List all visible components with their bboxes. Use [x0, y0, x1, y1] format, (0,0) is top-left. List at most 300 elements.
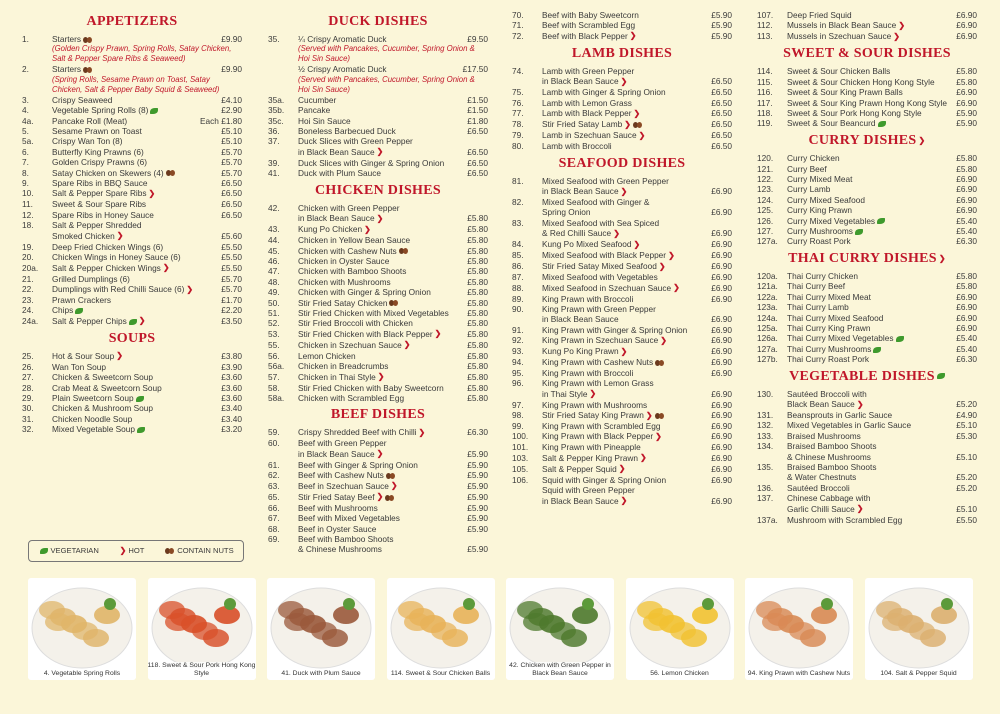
item-name: Pancake: [298, 105, 331, 116]
chili-icon: ❯: [898, 21, 906, 31]
item-price: £5.90: [467, 448, 488, 459]
item-name: Stir Fried Chicken with Black Pepper: [298, 328, 433, 339]
menu-item: [512, 325, 732, 335]
menu-item: [22, 362, 242, 372]
item-name: Beansprouts in Garlic Sauce: [787, 410, 893, 421]
item-name: King Prawn in Szechuan Sauce: [542, 335, 659, 346]
item-note: (Served with Pancakes, Cucumber, Spring Onion & Hoi Sin Sauce): [298, 44, 475, 64]
item-number: 123a.: [757, 302, 778, 313]
item-price: £3.60: [221, 393, 242, 404]
chili-icon: ❯: [620, 76, 628, 86]
nut-icon: [83, 37, 93, 43]
chili-icon: ❯: [613, 228, 620, 238]
item-price: £6.90: [711, 388, 732, 399]
item-name-continued: & Chinese Mushrooms: [787, 451, 871, 462]
menu-item: [268, 64, 488, 74]
item-name: Thai Curry Mixed Vegetables: [787, 333, 894, 344]
item-number: 107.: [757, 10, 774, 20]
item-price: £5.80: [467, 393, 488, 404]
menu-item: [268, 503, 488, 513]
chili-icon: ❯: [668, 250, 675, 260]
menu-item: [268, 116, 488, 126]
food-shape: [203, 629, 229, 647]
item-price: £5.70: [221, 273, 242, 284]
nut-icon: [633, 122, 643, 128]
item-price: £5.70: [221, 167, 242, 178]
menu-item: [22, 136, 242, 146]
item-price: £6.50: [221, 178, 242, 189]
food-shape: [920, 629, 946, 647]
photo-caption: 41. Duck with Plum Sauce: [267, 670, 375, 678]
item-number: 3.: [22, 94, 29, 105]
menu-item: [22, 316, 242, 327]
item-number: 6.: [22, 146, 29, 157]
item-price: £6.50: [711, 87, 732, 98]
menu-item: [512, 130, 732, 141]
item-name: Sesame Prawn on Toast: [52, 126, 142, 137]
item-note: (Golden Crispy Prawn, Spring Rolls, Satay Chicken, Salt & Pepper Spare Ribs & Seaweed): [52, 44, 232, 64]
item-name: Thai Curry Mixed Meat: [787, 291, 871, 302]
item-price: £5.90: [467, 491, 488, 502]
item-number: 91.: [512, 324, 524, 335]
item-number: 24a.: [22, 315, 39, 326]
menu-item: [757, 118, 977, 128]
item-name: Squid with Green Pepper: [542, 485, 635, 496]
item-price: £5.80: [467, 307, 488, 318]
item-name: Spare Ribs in BBQ Sauce: [52, 178, 148, 189]
photo-caption: 94. King Prawn with Cashew Nuts: [745, 670, 853, 678]
menu-item: [268, 318, 488, 328]
menu-item: [757, 77, 977, 87]
menu-item: [268, 266, 488, 276]
item-number: 21.: [22, 273, 34, 284]
menu-item: [268, 460, 488, 470]
menu-item: [512, 10, 732, 20]
item-number: 77.: [512, 108, 524, 119]
chili-icon: ❯: [589, 389, 597, 399]
food-shape: [83, 629, 109, 647]
item-price: £6.90: [956, 323, 977, 333]
item-price: £5.80: [467, 361, 488, 372]
item-name: Duck Slices with Ginger & Spring Onion: [298, 157, 445, 168]
item-number: 32.: [22, 424, 34, 435]
item-number: 50.: [268, 297, 280, 308]
leaf-icon: [877, 218, 885, 224]
photo-caption: 42. Chicken with Green Pepper in Black Bean Sauce: [506, 662, 614, 678]
menu-item-continued: [757, 504, 977, 515]
item-number: 48.: [268, 276, 280, 287]
menu-item-continued: [512, 496, 732, 507]
item-number: 70.: [512, 10, 524, 20]
chili-icon: ❯: [116, 231, 124, 241]
item-name: King Prawn with Black Pepper: [542, 431, 654, 442]
item-number: 35.: [268, 34, 280, 44]
menu-item: [268, 329, 488, 340]
item-name: Sweet & Sour Chicken Hong Kong Style: [787, 76, 935, 87]
item-price: £5.90: [467, 480, 488, 491]
food-shape: [523, 613, 549, 631]
menu-item: [512, 98, 732, 108]
item-number: 2.: [22, 64, 29, 75]
item-name: Thai Curry Roast Pork: [787, 354, 870, 365]
item-price: £6.90: [711, 250, 732, 261]
menu-item: [757, 462, 977, 472]
item-number: 18.: [22, 220, 34, 231]
chili-icon: ❯: [377, 372, 385, 382]
item-price: £6.50: [221, 209, 242, 220]
leaf-icon: [873, 347, 881, 353]
item-number: 43.: [268, 224, 280, 235]
menu-item: [757, 195, 977, 205]
section-heading: CURRY DISHES ❯: [808, 133, 926, 149]
chili-icon: ❯: [376, 147, 384, 157]
menu-item: [22, 383, 242, 393]
item-number: 69.: [268, 533, 280, 544]
item-name: Chicken in Oyster Sauce: [298, 255, 390, 266]
chili-icon: ❯: [893, 32, 900, 42]
item-price: £6.90: [711, 207, 732, 218]
item-name: Mixed Seafood with Sea Spiced: [542, 217, 660, 228]
menu-item: [22, 147, 242, 157]
item-name: ¼ Crispy Aromatic Duck: [298, 34, 387, 44]
menu-item: [512, 464, 732, 475]
menu-item: [512, 261, 732, 272]
item-price: £9.50: [467, 34, 488, 44]
leaf-icon: [855, 229, 863, 235]
item-price: £6.50: [711, 141, 732, 152]
menu-item-continued: [22, 231, 242, 242]
chili-icon: ❯: [364, 224, 371, 234]
item-number: 94.: [512, 357, 524, 368]
item-price: £6.50: [711, 76, 732, 87]
item-price: £5.90: [956, 118, 977, 129]
menu-item: [512, 87, 732, 97]
item-name: Beef with Cashew Nuts: [298, 470, 384, 481]
item-number: 124a.: [757, 312, 778, 323]
dish-photo: [626, 578, 734, 680]
chili-icon: ❯: [645, 410, 653, 420]
menu-item: [22, 284, 242, 295]
menu-item: [22, 105, 242, 115]
item-price: £6.30: [956, 354, 977, 365]
item-number: 5a.: [22, 136, 34, 147]
item-number: 122.: [757, 173, 774, 184]
item-name: Beef with Scrambled Egg: [542, 20, 636, 31]
menu-item: [757, 302, 977, 312]
item-number: 118.: [757, 108, 773, 119]
item-name: Sweet & Sour King Prawn Balls: [787, 87, 903, 98]
item-number: 26.: [22, 361, 34, 372]
item-price: £5.10: [956, 420, 977, 431]
item-number: 126a.: [757, 333, 778, 344]
item-name: Mixed Seafood in Szechuan Sauce: [542, 282, 672, 293]
item-price: £5.80: [467, 255, 488, 266]
item-name: Curry Chicken: [787, 153, 840, 164]
item-price: £6.90: [711, 293, 732, 304]
item-number: 127a.: [757, 343, 778, 354]
item-price: £5.80: [467, 297, 488, 308]
item-number: 80.: [512, 141, 524, 152]
item-number: 125.: [757, 205, 774, 216]
item-name: Crispy Shredded Beef with Chilli: [298, 427, 417, 438]
food-shape: [681, 629, 707, 647]
item-name: King Prawn with Cashew Nuts: [542, 357, 654, 368]
menu-item: [268, 393, 488, 403]
item-price: £6.90: [956, 302, 977, 313]
leaf-icon: [150, 108, 158, 114]
item-number: 58a.: [268, 393, 285, 404]
item-name: Salt & Pepper Shredded: [52, 220, 142, 231]
item-name: Chicken with Ginger & Spring Onion: [298, 287, 431, 298]
item-name: Plain Sweetcorn Soup: [52, 393, 134, 404]
item-number: 113.: [757, 31, 773, 42]
item-number: 105.: [512, 463, 529, 474]
item-number: 49.: [268, 287, 280, 298]
item-name: Sweet & Sour Beancurd: [787, 118, 876, 129]
menu-item: [268, 492, 488, 503]
item-number: 65.: [268, 491, 280, 502]
nut-icon: [389, 300, 399, 306]
dish-illustration: [387, 578, 495, 680]
menu-item: [512, 421, 732, 431]
menu-item: [757, 108, 977, 118]
item-number: 75.: [512, 87, 524, 98]
item-note: (Spring Rolls, Sesame Prawn on Toast, Satay Chicken, Salt & Pepper Baby Squid & Seaweed): [52, 74, 220, 94]
item-name: Chinese Cabbage with: [787, 493, 871, 504]
nut-icon: [399, 248, 409, 254]
item-name: Crispy Wan Ton (8): [52, 136, 123, 147]
item-number: 125a.: [757, 323, 778, 333]
item-name: Prawn Crackers: [52, 294, 112, 305]
chili-icon: ❯: [620, 186, 628, 196]
item-price: £5.90: [711, 20, 732, 31]
chili-icon: ❯: [434, 329, 442, 339]
nut-icon: [385, 495, 395, 501]
item-price: £6.90: [956, 87, 977, 98]
item-name-continued: Garlic Chilli Sauce: [787, 503, 855, 514]
item-number: 72.: [512, 30, 524, 41]
leaf-icon: [136, 396, 144, 402]
chili-icon: ❯: [673, 283, 680, 293]
item-number: 86.: [512, 261, 524, 272]
item-number: 19.: [22, 241, 34, 252]
item-number: 55.: [268, 339, 280, 350]
section-heading: LAMB DISHES: [571, 45, 673, 61]
item-name: Thai Curry Mixed Seafood: [787, 312, 884, 323]
chili-icon: ❯: [638, 130, 646, 140]
menu-item: [757, 271, 977, 281]
menu-item: [22, 372, 242, 382]
item-name: King Prawn with Ginger & Spring Onion: [542, 324, 688, 335]
section-heading: VEGETABLE DISHES: [757, 369, 977, 385]
menu-item: [268, 224, 488, 235]
item-number: 98.: [512, 409, 524, 420]
item-price: £5.50: [956, 514, 977, 525]
item-name: Spare Ribs in Honey Sauce: [52, 209, 154, 220]
item-price: £6.90: [711, 239, 732, 250]
item-price: £6.90: [711, 420, 732, 431]
menu-item-continued: [268, 213, 488, 224]
item-number: 5.: [22, 126, 29, 137]
item-number: 60.: [268, 438, 280, 449]
item-price: £6.90: [711, 282, 732, 293]
chili-icon: ❯: [403, 340, 411, 350]
item-name: Cucumber: [298, 94, 337, 105]
item-number: 137a.: [757, 514, 778, 525]
menu-item: [268, 246, 488, 256]
item-number: 52.: [268, 318, 280, 329]
menu-item: [757, 410, 977, 420]
menu-item: [22, 210, 242, 220]
item-price: £5.20: [956, 472, 977, 483]
item-price: £5.90: [467, 502, 488, 513]
item-price: £6.90: [711, 399, 732, 410]
item-price: £5.80: [467, 350, 488, 361]
item-price: £5.60: [221, 230, 242, 241]
item-number: 66.: [268, 502, 280, 513]
item-name: Salt & Pepper Spare Ribs: [52, 188, 147, 199]
chili-icon: ❯: [629, 31, 637, 41]
item-price: £5.90: [467, 470, 488, 481]
leaf-icon: [896, 336, 904, 342]
item-number: 127a.: [757, 236, 778, 247]
item-number: 100.: [512, 431, 529, 442]
item-number: 126.: [757, 215, 774, 226]
item-price: £5.80: [467, 382, 488, 393]
menu-item: [757, 483, 977, 493]
item-name: Satay Chicken on Skewers (4): [52, 167, 164, 178]
menu-item: [512, 410, 732, 421]
item-price: £6.90: [711, 357, 732, 368]
item-number: 37.: [268, 136, 280, 147]
item-price: £5.10: [221, 136, 242, 147]
item-number: 61.: [268, 459, 280, 470]
item-price: £6.90: [711, 272, 732, 283]
item-name: Beef with Ginger & Spring Onion: [298, 459, 418, 470]
item-name: King Prawn with Green Pepper: [542, 304, 656, 315]
item-price: £5.90: [711, 30, 732, 41]
chili-icon: ❯: [162, 263, 170, 273]
item-name: Grilled Dumplings (6): [52, 273, 130, 284]
item-name: Chicken & Mushroom Soup: [52, 403, 153, 414]
item-name: Chicken with Scrambled Egg: [298, 393, 405, 404]
item-number: 81.: [512, 175, 524, 186]
item-price: £6.50: [711, 130, 732, 141]
item-name-continued: & Red Chilli Sauce: [542, 228, 612, 239]
item-price: £5.80: [467, 213, 488, 224]
item-price: £5.70: [221, 283, 242, 294]
item-name: Dumplings with Red Chilli Sauce (6): [52, 283, 185, 294]
item-price: £5.80: [467, 328, 488, 339]
menu-item: [268, 203, 488, 213]
menu-item: [512, 294, 732, 304]
legend-vegetarian: VEGETARIAN: [38, 541, 99, 561]
garnish-shape: [343, 598, 355, 610]
item-name: Crab Meat & Sweetcorn Soup: [52, 382, 162, 393]
item-number: 127.: [757, 225, 774, 236]
nut-icon: [166, 170, 176, 176]
food-shape: [165, 613, 191, 631]
menu-item: [268, 256, 488, 266]
item-name: Mixed Seafood with Vegetables: [542, 272, 658, 283]
menu-item: [22, 188, 242, 199]
food-shape: [284, 613, 310, 631]
menu-item: [512, 272, 732, 282]
item-name: Chicken & Sweetcorn Soup: [52, 372, 154, 383]
item-name: ½ Crispy Aromatic Duck: [298, 64, 387, 75]
garnish-shape: [582, 598, 594, 610]
menu-item: [268, 427, 488, 438]
menu-item: [268, 308, 488, 318]
item-price: £5.90: [711, 10, 732, 20]
item-name-continued: in Black Bean Sauce: [298, 146, 375, 157]
item-number: 123.: [757, 184, 774, 195]
item-number: 44.: [268, 235, 280, 246]
item-price: £6.90: [711, 474, 732, 485]
item-number: 121a.: [757, 281, 778, 292]
menu-item: [268, 287, 488, 297]
menu-item: [22, 393, 242, 403]
item-price: £6.50: [711, 97, 732, 108]
item-price: £5.80: [467, 224, 488, 235]
item-number: 27.: [22, 372, 34, 383]
item-price: £5.10: [956, 503, 977, 514]
item-number: 90.: [512, 304, 524, 315]
leaf-icon: [75, 308, 83, 314]
item-number: 87.: [512, 272, 524, 283]
item-name: Mixed Vegetables in Garlic Sauce: [787, 420, 912, 431]
item-number: 121.: [757, 163, 774, 174]
item-name: Stir Fried Satay Chicken: [298, 297, 388, 308]
item-name: Crispy Seaweed: [52, 94, 113, 105]
menu-item: [757, 389, 977, 399]
item-price: £6.30: [956, 236, 977, 247]
item-name: Sweet & Sour King Prawn Hong Kong Style: [787, 97, 948, 108]
chili-icon: ❯: [418, 428, 426, 438]
item-number: 57.: [268, 371, 280, 382]
food-shape: [882, 613, 908, 631]
item-number: 132.: [757, 420, 774, 431]
menu-item: [22, 351, 242, 362]
chili-icon: ❯: [856, 504, 864, 514]
item-price: £5.80: [467, 287, 488, 298]
item-price: £6.50: [711, 119, 732, 130]
menu-item: [268, 361, 488, 371]
item-name: Deep Fried Squid: [787, 10, 852, 20]
menu-item: [757, 431, 977, 441]
item-price: £5.40: [956, 215, 977, 226]
menu-item: [268, 340, 488, 351]
item-name: Curry Mixed Vegetables: [787, 215, 876, 226]
item-number: 58.: [268, 382, 280, 393]
dish-photo: [28, 578, 136, 680]
item-number: 133.: [757, 430, 774, 441]
item-price: £5.80: [467, 276, 488, 287]
item-number: 122a.: [757, 291, 778, 302]
menu-item: [22, 220, 242, 230]
item-name: Stir Fried Broccoli with Chicken: [298, 318, 413, 329]
item-name: Lamb with Broccoli: [542, 141, 612, 152]
dish-photo: [506, 578, 614, 680]
garnish-shape: [941, 598, 953, 610]
item-price: £4.10: [221, 94, 242, 105]
menu-column-3: [512, 10, 732, 507]
item-name: King Prawn with Mushrooms: [542, 399, 648, 410]
item-name: Squid with Ginger & Spring Onion: [542, 474, 667, 485]
menu-item: [757, 164, 977, 174]
garnish-shape: [104, 598, 116, 610]
item-name: Hoi Sin Sauce: [298, 115, 351, 126]
